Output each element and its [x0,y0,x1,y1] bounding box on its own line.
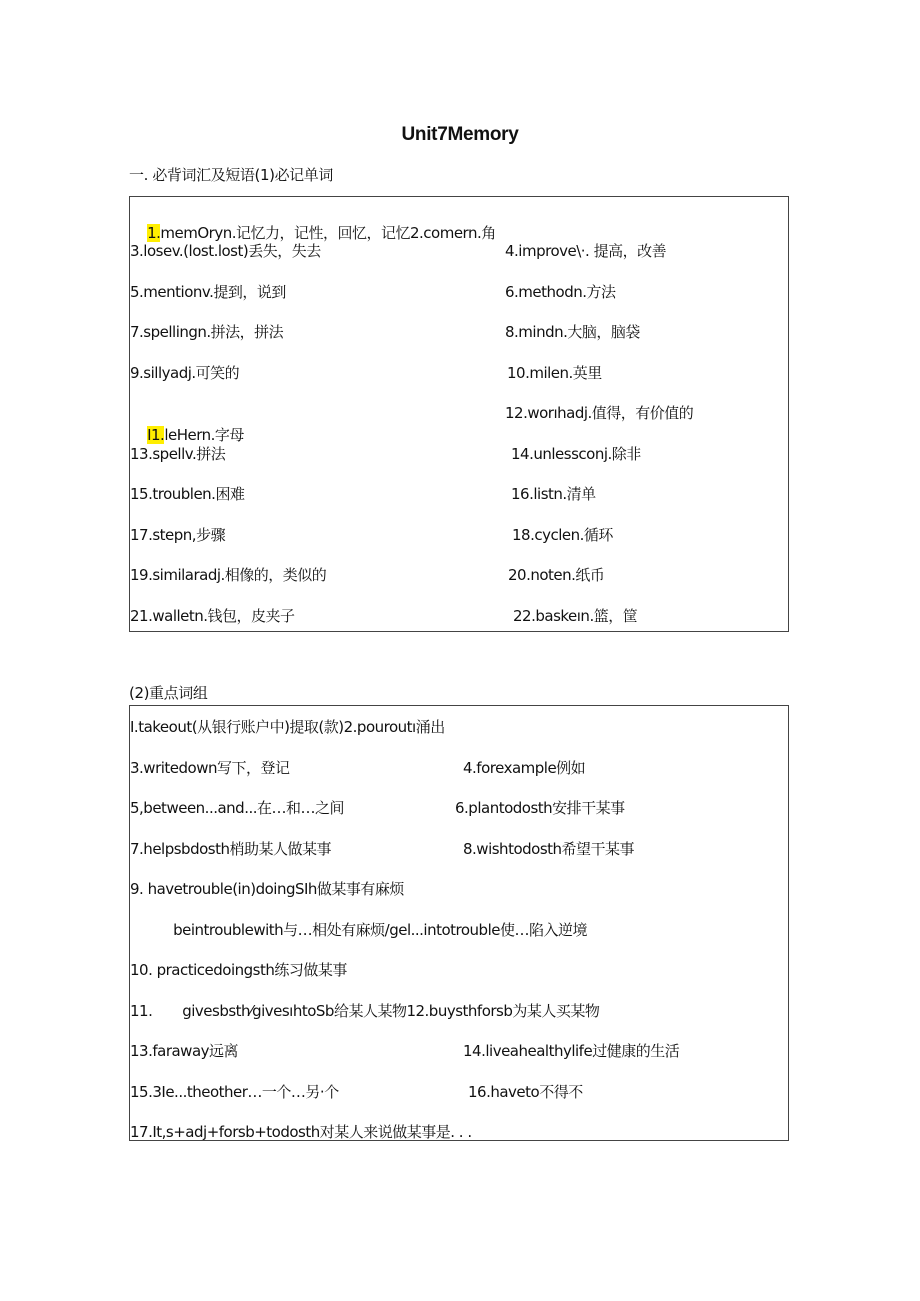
vocab-right: 20.noten.纸币 [508,566,605,584]
phrase-left: beintroublewith与…相处有麻烦/gel...intotrouble使…陷入逆境 [156,921,587,939]
phrase-left: 15.3Ie...theother…一个…另·个 [130,1083,339,1101]
vocab-left: 19.similaradj.相像的，类似的 [130,566,327,584]
section1-heading: 一. 必背词汇及短语(1)必记单词 [129,166,333,184]
vocab-right: 10.milen.英里 [507,364,602,382]
vocab-left: 5.mentionv.提到，说到 [130,283,286,301]
vocab-right: 18.cyclen.循环 [512,526,613,544]
phrase-left: 9. havetrouble(in)doingSIh做某事有麻烦 [130,880,404,898]
vocab-left: 7.spellingn.拼法，拼法 [130,323,284,341]
phrase-left: 17.It,s+adj+forsb+todosth对某人来说做某事是. . . [130,1123,472,1141]
vocabulary-table [129,196,789,632]
phrase-right: 6.plantodosth安排干某事 [455,799,625,817]
phrase-left: 11. givesbsth⁄givesıhtoSb给某人某物12.buysthforsb为某人买某物 [130,1002,600,1020]
vocab-left: memOryn.记忆力，记性，回忆，记忆2.comern.角 [160,224,496,242]
phrase-right: 8.wishtodosth希望干某事 [463,840,635,858]
vocab-right: 22.baskeın.篮，筐 [513,607,638,625]
vocab-left: 3.losev.(lost.lost)丢失，失去 [130,242,321,260]
vocab-right: 8.mindn.大脑，脑袋 [505,323,640,341]
vocab-left: leHern.字母 [164,426,244,444]
phrase-right: 14.liveahealthylife过健康的生活 [463,1042,680,1060]
vocab-right: 16.listn.清单 [511,485,596,503]
vocab-left: 9.sillyadj.可笑的 [130,364,240,382]
phrase-left: 7.helpsbdosth梢助某人做某事 [130,840,331,858]
highlight-mark: 1. [147,224,161,242]
vocab-left: 21.walletn.钱包，皮夹子 [130,607,295,625]
page-title: Unit7Memory [401,124,519,145]
phrase-left: 13.faraway远离 [130,1042,239,1060]
vocab-right: 12.worıhadj.值得，有价值的 [505,404,694,422]
phrase-left: 10. practicedoingsth练习做某事 [130,961,347,979]
phrase-right: 16.haveto不得不 [468,1083,583,1101]
vocab-left: 15.troublen.困难 [130,485,245,503]
phrase-right: 4.forexample例如 [463,759,586,777]
phrases-table [129,705,789,1141]
vocab-right: 4.improve\·. 提高，改善 [505,242,667,260]
section2-heading: (2)重点词组 [129,684,208,702]
phrase-left: I.takeout(从银行账户中)提取(款)2.pouroutı涌出 [130,718,445,736]
vocab-left: 13.spellv.拼法 [130,445,226,463]
vocab-right: 14.unlessconj.除非 [511,445,641,463]
vocab-right: 6.methodn.方法 [505,283,616,301]
vocab-left: 17.stepn,步骤 [130,526,226,544]
highlight-mark: I1. [147,426,165,444]
phrase-left: 3.writedown写下，登记 [130,759,290,777]
phrase-left: 5,between...and...在…和…之间 [130,799,345,817]
